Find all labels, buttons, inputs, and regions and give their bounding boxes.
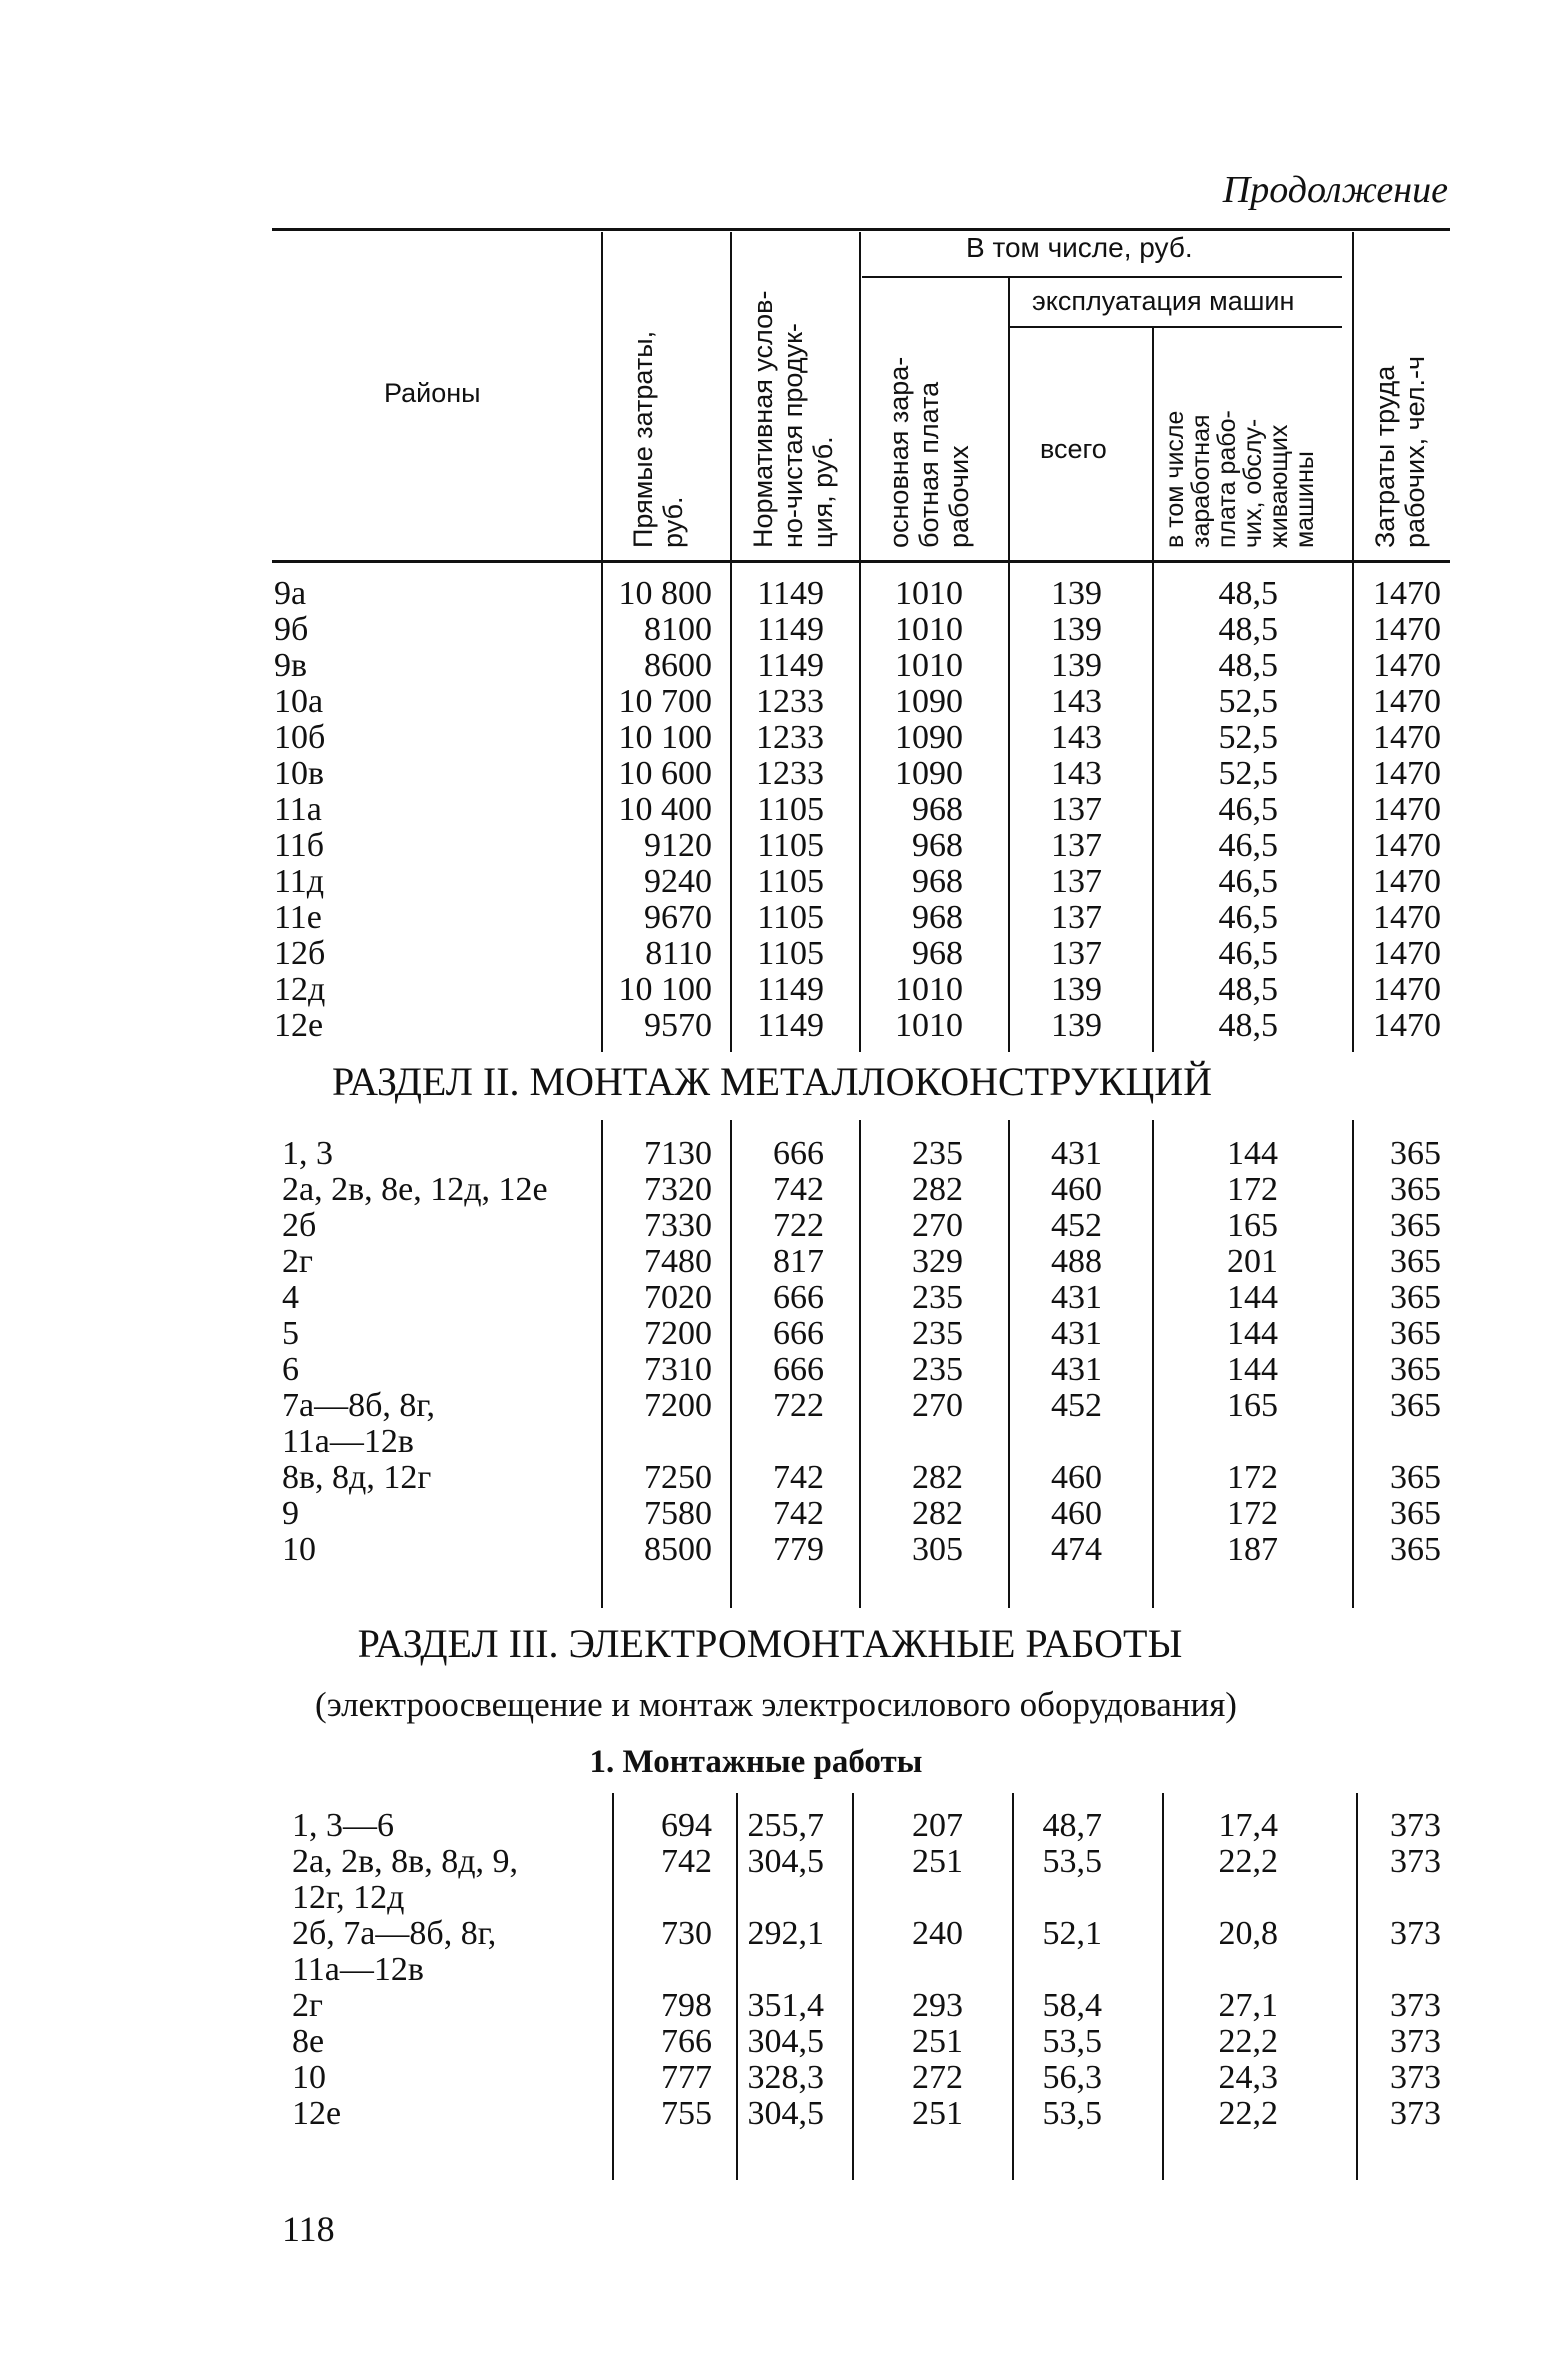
district-name: 2б, 7а—8б, 8г, — [292, 1915, 497, 1952]
cell-total: 139 — [1051, 575, 1102, 612]
cell-total: 53,5 — [1042, 2095, 1102, 2132]
cell-direct: 7480 — [644, 1243, 712, 1280]
cell-total: 137 — [1051, 899, 1102, 936]
cell-direct: 8100 — [644, 611, 712, 648]
col-normative-header: Нормативная услов- но-чистая продук- ция, руб. — [748, 290, 838, 548]
cell-total: 460 — [1051, 1171, 1102, 1208]
cell-total: 137 — [1051, 863, 1102, 900]
table-row — [0, 1915, 1560, 1988]
cell-labor: 373 — [1390, 1843, 1441, 1880]
cell-wages: 329 — [912, 1243, 963, 1280]
cell-incl: 20,8 — [1218, 1915, 1278, 1952]
cell-total: 460 — [1051, 1459, 1102, 1496]
cell-direct: 8600 — [644, 647, 712, 684]
cell-direct: 9120 — [644, 827, 712, 864]
cell-labor: 365 — [1390, 1207, 1441, 1244]
cell-wages: 282 — [912, 1459, 963, 1496]
district-name: 4 — [282, 1279, 299, 1316]
col-direct-header: Прямые затраты, руб. — [628, 330, 688, 548]
cell-norm: 1233 — [756, 719, 824, 756]
cell-norm: 304,5 — [747, 2023, 824, 2060]
table-row — [0, 2060, 1560, 2096]
cell-direct: 730 — [661, 1915, 712, 1952]
cell-direct: 10 600 — [618, 755, 712, 792]
cell-labor: 365 — [1390, 1279, 1441, 1316]
cell-wages: 251 — [912, 1843, 963, 1880]
cell-norm: 779 — [773, 1531, 824, 1568]
cell-labor: 365 — [1390, 1495, 1441, 1532]
cell-norm: 1105 — [757, 863, 824, 900]
district-name: 10 — [282, 1531, 316, 1568]
cell-labor: 365 — [1390, 1459, 1441, 1496]
cell-wages: 1010 — [895, 1007, 963, 1044]
cell-labor: 1470 — [1373, 863, 1441, 900]
cell-norm: 1149 — [757, 611, 824, 648]
cell-incl: 187 — [1227, 1531, 1278, 1568]
district-name: 12е — [274, 1007, 324, 1044]
table-row — [0, 1988, 1560, 2024]
cell-total: 431 — [1051, 1315, 1102, 1352]
cell-total: 460 — [1051, 1495, 1102, 1532]
cell-incl: 46,5 — [1218, 899, 1278, 936]
cell-incl: 144 — [1227, 1315, 1278, 1352]
cell-norm: 666 — [773, 1351, 824, 1388]
cell-norm: 1149 — [757, 647, 824, 684]
cell-wages: 968 — [912, 899, 963, 936]
cell-norm: 666 — [773, 1135, 824, 1172]
district-name: 12б — [274, 935, 326, 972]
cell-incl: 22,2 — [1218, 1843, 1278, 1880]
cell-wages: 1090 — [895, 719, 963, 756]
cell-total: 56,3 — [1042, 2059, 1102, 2096]
table-row — [0, 1843, 1560, 1916]
cell-incl: 172 — [1227, 1495, 1278, 1532]
cell-labor: 373 — [1390, 1807, 1441, 1844]
cell-norm: 742 — [773, 1171, 824, 1208]
cell-incl: 48,5 — [1218, 1007, 1278, 1044]
cell-wages: 293 — [912, 1987, 963, 2024]
cell-norm: 666 — [773, 1279, 824, 1316]
cell-total: 139 — [1051, 971, 1102, 1008]
district-name: 2а, 2в, 8в, 8д, 9, — [292, 1843, 518, 1880]
district-name-continued: 12г, 12д — [292, 1879, 405, 1916]
cell-total: 474 — [1051, 1531, 1102, 1568]
cell-direct: 7320 — [644, 1171, 712, 1208]
cell-norm: 1233 — [756, 755, 824, 792]
cell-direct: 777 — [661, 2059, 712, 2096]
cell-incl: 46,5 — [1218, 935, 1278, 972]
cell-direct: 7330 — [644, 1207, 712, 1244]
cell-wages: 251 — [912, 2095, 963, 2132]
cell-direct: 694 — [661, 1807, 712, 1844]
cell-norm: 722 — [773, 1207, 824, 1244]
cell-wages: 1090 — [895, 683, 963, 720]
cell-direct: 10 100 — [618, 719, 712, 756]
district-name: 11д — [274, 863, 325, 900]
cell-incl: 46,5 — [1218, 863, 1278, 900]
cell-direct: 7020 — [644, 1279, 712, 1316]
district-name: 2б — [282, 1207, 317, 1244]
district-name: 1, 3 — [282, 1135, 333, 1172]
cell-wages: 207 — [912, 1807, 963, 1844]
cell-norm: 1149 — [757, 971, 824, 1008]
district-name: 2а, 2в, 8е, 12д, 12е — [282, 1171, 548, 1208]
cell-labor: 1470 — [1373, 647, 1441, 684]
cell-direct: 10 700 — [618, 683, 712, 720]
cell-incl: 48,5 — [1218, 611, 1278, 648]
cell-direct: 742 — [661, 1843, 712, 1880]
cell-wages: 282 — [912, 1171, 963, 1208]
cell-wages: 968 — [912, 935, 963, 972]
cell-total: 488 — [1051, 1243, 1102, 1280]
cell-labor: 1470 — [1373, 719, 1441, 756]
cell-direct: 7250 — [644, 1459, 712, 1496]
district-name: 6 — [282, 1351, 299, 1388]
cell-norm: 742 — [773, 1459, 824, 1496]
cell-wages: 235 — [912, 1279, 963, 1316]
cell-direct: 10 100 — [618, 971, 712, 1008]
cell-norm: 1233 — [756, 683, 824, 720]
cell-wages: 270 — [912, 1387, 963, 1424]
district-name: 9 — [282, 1495, 299, 1532]
district-name: 12е — [292, 2095, 342, 2132]
cell-labor: 373 — [1390, 2023, 1441, 2060]
page-number: 118 — [282, 2209, 335, 2249]
cell-total: 52,1 — [1042, 1915, 1102, 1952]
district-name: 11б — [274, 827, 325, 864]
cell-total: 431 — [1051, 1135, 1102, 1172]
district-name-continued: 11а—12в — [292, 1951, 424, 1988]
cell-wages: 1010 — [895, 575, 963, 612]
cell-total: 48,7 — [1042, 1807, 1102, 1844]
cell-labor: 1470 — [1373, 683, 1441, 720]
cell-norm: 742 — [773, 1495, 824, 1532]
district-name: 10б — [274, 719, 326, 756]
col-group-header: В том числе, руб. — [966, 232, 1193, 263]
cell-labor: 1470 — [1373, 971, 1441, 1008]
district-name: 8в, 8д, 12г — [282, 1459, 432, 1496]
table-row — [0, 2096, 1560, 2132]
cell-direct: 798 — [661, 1987, 712, 2024]
cell-labor: 1470 — [1373, 791, 1441, 828]
cell-incl: 144 — [1227, 1279, 1278, 1316]
cell-labor: 365 — [1390, 1243, 1441, 1280]
cell-wages: 305 — [912, 1531, 963, 1568]
cell-labor: 373 — [1390, 2095, 1441, 2132]
cell-wages: 1090 — [895, 755, 963, 792]
cell-direct: 7200 — [644, 1315, 712, 1352]
cell-wages: 968 — [912, 791, 963, 828]
cell-direct: 7310 — [644, 1351, 712, 1388]
cell-wages: 282 — [912, 1495, 963, 1532]
col-district-header: Районы — [384, 378, 481, 408]
cell-total: 431 — [1051, 1279, 1102, 1316]
cell-incl: 48,5 — [1218, 575, 1278, 612]
district-name: 2г — [282, 1243, 313, 1280]
cell-labor: 1470 — [1373, 611, 1441, 648]
cell-norm: 304,5 — [747, 1843, 824, 1880]
cell-direct: 7580 — [644, 1495, 712, 1532]
continuation-label: Продолжение — [1222, 169, 1448, 211]
cell-wages: 272 — [912, 2059, 963, 2096]
cell-total: 143 — [1051, 719, 1102, 756]
cell-total: 137 — [1051, 791, 1102, 828]
cell-wages: 1010 — [895, 971, 963, 1008]
col-machines-header: эксплуатация машин — [1032, 286, 1295, 316]
cell-incl: 48,5 — [1218, 971, 1278, 1008]
cell-norm: 1105 — [757, 827, 824, 864]
cell-norm: 304,5 — [747, 2095, 824, 2132]
cell-incl: 144 — [1227, 1135, 1278, 1172]
col-labor-header: Затраты труда рабочих, чел.-ч — [1370, 355, 1430, 548]
cell-wages: 240 — [912, 1915, 963, 1952]
cell-wages: 235 — [912, 1315, 963, 1352]
cell-total: 452 — [1051, 1207, 1102, 1244]
cell-norm: 328,3 — [747, 2059, 824, 2096]
cell-labor: 373 — [1390, 1915, 1441, 1952]
cell-wages: 968 — [912, 863, 963, 900]
cell-incl: 22,2 — [1218, 2095, 1278, 2132]
cell-norm: 1149 — [757, 575, 824, 612]
cell-incl: 165 — [1227, 1387, 1278, 1424]
cell-total: 58,4 — [1042, 1987, 1102, 2024]
section-2-title: РАЗДЕЛ II. МОНТАЖ МЕТАЛЛОКОНСТРУКЦИЙ — [331, 1059, 1213, 1104]
cell-norm: 255,7 — [747, 1807, 824, 1844]
cell-incl: 48,5 — [1218, 647, 1278, 684]
cell-incl: 52,5 — [1218, 719, 1278, 756]
section-3-title: РАЗДЕЛ III. ЭЛЕКТРОМОНТАЖНЫЕ РАБОТЫ — [357, 1621, 1183, 1666]
cell-labor: 1470 — [1373, 575, 1441, 612]
cell-total: 431 — [1051, 1351, 1102, 1388]
district-name: 9в — [274, 647, 308, 684]
table-row — [0, 2024, 1560, 2060]
district-name: 7а—8б, 8г, — [282, 1387, 435, 1424]
cell-wages: 1010 — [895, 647, 963, 684]
cell-total: 139 — [1051, 611, 1102, 648]
col-total-header: всего — [1040, 434, 1107, 464]
col-wages-header: основная зара- ботная плата рабочих — [884, 356, 974, 548]
cell-norm: 292,1 — [747, 1915, 824, 1952]
cell-labor: 1470 — [1373, 1007, 1441, 1044]
cell-total: 137 — [1051, 827, 1102, 864]
cell-norm: 1105 — [757, 935, 824, 972]
section-3-subhead: 1. Монтажные работы — [589, 1744, 923, 1780]
cell-incl: 24,3 — [1218, 2059, 1278, 2096]
cell-total: 53,5 — [1042, 1843, 1102, 1880]
cell-wages: 270 — [912, 1207, 963, 1244]
col-incl-header: в том числе заработная плата рабо- чих, обслу- живающих машины — [1161, 410, 1319, 548]
cell-direct: 9240 — [644, 863, 712, 900]
district-name: 1, 3—6 — [292, 1807, 394, 1844]
cell-incl: 172 — [1227, 1171, 1278, 1208]
cell-labor: 365 — [1390, 1171, 1441, 1208]
cell-wages: 235 — [912, 1135, 963, 1172]
cell-direct: 7130 — [644, 1135, 712, 1172]
district-name: 10в — [274, 755, 325, 792]
cell-incl: 46,5 — [1218, 791, 1278, 828]
district-name: 9а — [274, 575, 307, 612]
cell-direct: 755 — [661, 2095, 712, 2132]
cell-norm: 1149 — [757, 1007, 824, 1044]
cell-direct: 9670 — [644, 899, 712, 936]
cell-direct: 10 400 — [618, 791, 712, 828]
section-3-subtitle: (электроосвещение и монтаж электросилового оборудования) — [315, 1685, 1237, 1724]
cell-labor: 365 — [1390, 1351, 1441, 1388]
cell-incl: 46,5 — [1218, 827, 1278, 864]
cell-norm: 666 — [773, 1315, 824, 1352]
cell-incl: 165 — [1227, 1207, 1278, 1244]
cell-wages: 968 — [912, 827, 963, 864]
cell-labor: 365 — [1390, 1387, 1441, 1424]
cell-direct: 9570 — [644, 1007, 712, 1044]
cell-labor: 1470 — [1373, 827, 1441, 864]
cell-total: 452 — [1051, 1387, 1102, 1424]
cell-labor: 373 — [1390, 1987, 1441, 2024]
cell-total: 139 — [1051, 1007, 1102, 1044]
cell-incl: 144 — [1227, 1351, 1278, 1388]
cell-labor: 365 — [1390, 1531, 1441, 1568]
cell-direct: 7200 — [644, 1387, 712, 1424]
district-name: 10 — [292, 2059, 326, 2096]
district-name-continued: 11а—12в — [282, 1423, 414, 1460]
cell-labor: 1470 — [1373, 935, 1441, 972]
cell-total: 139 — [1051, 647, 1102, 684]
district-name: 11а — [274, 791, 322, 828]
cell-direct: 8500 — [644, 1531, 712, 1568]
cell-incl: 201 — [1227, 1243, 1278, 1280]
cell-wages: 235 — [912, 1351, 963, 1388]
cell-incl: 22,2 — [1218, 2023, 1278, 2060]
cell-labor: 365 — [1390, 1315, 1441, 1352]
cell-norm: 722 — [773, 1387, 824, 1424]
cell-labor: 1470 — [1373, 755, 1441, 792]
district-name: 12д — [274, 971, 326, 1008]
cell-norm: 817 — [773, 1243, 824, 1280]
cell-norm: 351,4 — [747, 1987, 824, 2024]
cell-direct: 10 800 — [618, 575, 712, 612]
district-name: 11е — [274, 899, 322, 936]
cell-wages: 1010 — [895, 611, 963, 648]
cell-direct: 8110 — [645, 935, 712, 972]
district-name: 5 — [282, 1315, 299, 1352]
cell-incl: 52,5 — [1218, 755, 1278, 792]
cell-labor: 365 — [1390, 1135, 1441, 1172]
cell-incl: 172 — [1227, 1459, 1278, 1496]
cell-total: 143 — [1051, 755, 1102, 792]
district-name: 2г — [292, 1987, 323, 2024]
district-name: 8е — [292, 2023, 325, 2060]
cell-wages: 251 — [912, 2023, 963, 2060]
cell-direct: 766 — [661, 2023, 712, 2060]
cell-labor: 373 — [1390, 2059, 1441, 2096]
cell-incl: 17,4 — [1218, 1807, 1278, 1844]
cell-total: 53,5 — [1042, 2023, 1102, 2060]
cell-labor: 1470 — [1373, 899, 1441, 936]
cell-incl: 27,1 — [1218, 1987, 1278, 2024]
cell-norm: 1105 — [757, 791, 824, 828]
cell-incl: 52,5 — [1218, 683, 1278, 720]
cell-total: 143 — [1051, 683, 1102, 720]
cell-norm: 1105 — [757, 899, 824, 936]
district-name: 10а — [274, 683, 324, 720]
cell-total: 137 — [1051, 935, 1102, 972]
district-name: 9б — [274, 611, 309, 648]
table-row — [0, 1808, 1560, 1844]
